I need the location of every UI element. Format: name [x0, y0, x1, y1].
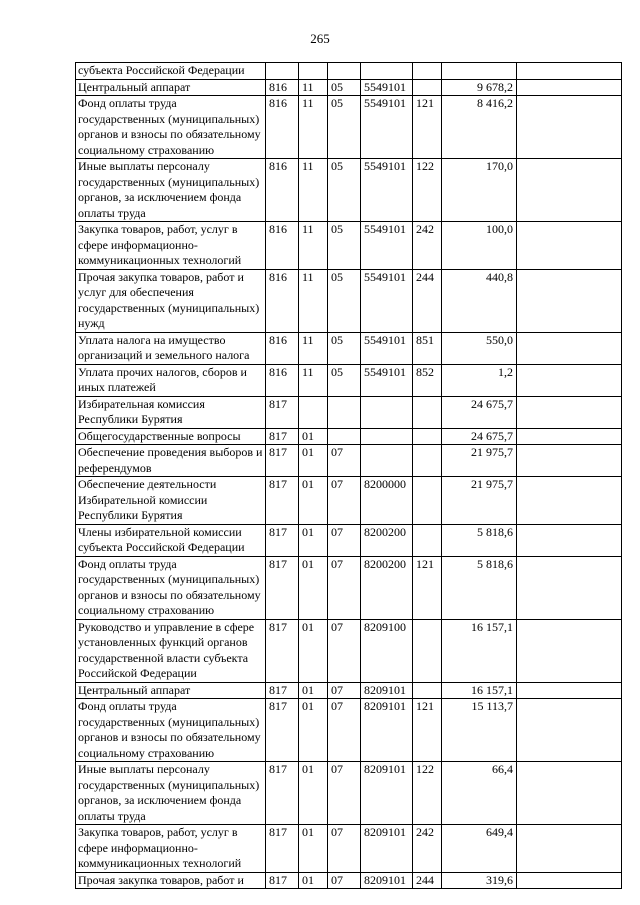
subsection-code-cell: 07 [328, 825, 361, 873]
table-row [76, 524, 622, 556]
amount-cell: 550,0 [442, 332, 517, 364]
ministry-code-cell: 817 [266, 556, 299, 619]
table-row [76, 699, 622, 762]
expense-type-code-cell [413, 79, 442, 96]
empty-cell [517, 872, 622, 889]
subsection-code-cell: 07 [328, 762, 361, 825]
article-code-cell: 5549101 [361, 364, 413, 396]
amount-cell: 8 416,2 [442, 96, 517, 159]
amount-cell: 24 675,7 [442, 396, 517, 428]
amount-cell: 16 157,1 [442, 682, 517, 699]
section-code-cell: 11 [299, 332, 328, 364]
item-name-cell: Фонд оплаты труда государственных (муниципальных) органов и взносы по обязательному социальному страхованию [76, 96, 266, 159]
section-code-cell: 01 [299, 762, 328, 825]
empty-cell [517, 524, 622, 556]
article-code-cell [361, 445, 413, 477]
subsection-code-cell: 05 [328, 364, 361, 396]
amount-cell: 24 675,7 [442, 428, 517, 445]
section-code-cell: 11 [299, 222, 328, 270]
empty-cell [517, 699, 622, 762]
ministry-code-cell: 817 [266, 524, 299, 556]
ministry-code-cell: 817 [266, 428, 299, 445]
table-row [76, 222, 622, 270]
subsection-code-cell: 07 [328, 699, 361, 762]
item-name-cell: Фонд оплаты труда государственных (муниципальных) органов и взносы по обязательному социальному страхованию [76, 699, 266, 762]
subsection-code-cell: 05 [328, 222, 361, 270]
item-name-cell: Прочая закупка товаров, работ и [76, 872, 266, 889]
subsection-code-cell: 07 [328, 556, 361, 619]
article-code-cell: 8200200 [361, 524, 413, 556]
table-row [76, 159, 622, 222]
ministry-code-cell: 816 [266, 159, 299, 222]
section-code-cell: 11 [299, 96, 328, 159]
empty-cell [517, 79, 622, 96]
item-name-cell: субъекта Российской Федерации [76, 63, 266, 80]
table-row [76, 396, 622, 428]
subsection-code-cell: 05 [328, 96, 361, 159]
article-code-cell: 5549101 [361, 79, 413, 96]
empty-cell [517, 364, 622, 396]
expense-type-code-cell: 852 [413, 364, 442, 396]
expense-type-code-cell [413, 428, 442, 445]
item-name-cell: Иные выплаты персоналу государственных (муниципальных) органов, за исключением фонда оплаты труда [76, 159, 266, 222]
article-code-cell: 8209100 [361, 619, 413, 682]
empty-cell [517, 396, 622, 428]
item-name-cell: Уплата налога на имущество организаций и земельного налога [76, 332, 266, 364]
table-row [76, 332, 622, 364]
amount-cell: 5 818,6 [442, 524, 517, 556]
expense-type-code-cell: 121 [413, 556, 442, 619]
empty-cell [517, 269, 622, 332]
table-row [76, 872, 622, 889]
empty-cell [517, 762, 622, 825]
section-code-cell: 01 [299, 477, 328, 525]
subsection-code-cell: 07 [328, 477, 361, 525]
expense-type-code-cell [413, 524, 442, 556]
section-code-cell [299, 63, 328, 80]
empty-cell [517, 332, 622, 364]
subsection-code-cell: 07 [328, 524, 361, 556]
article-code-cell: 8209101 [361, 762, 413, 825]
section-code-cell: 11 [299, 159, 328, 222]
empty-cell [517, 222, 622, 270]
table-row [76, 762, 622, 825]
item-name-cell: Центральный аппарат [76, 79, 266, 96]
table-row [76, 682, 622, 699]
subsection-code-cell: 07 [328, 872, 361, 889]
item-name-cell: Закупка товаров, работ, услуг в сфере информационно-коммуникационных технологий [76, 222, 266, 270]
amount-cell: 16 157,1 [442, 619, 517, 682]
section-code-cell: 01 [299, 445, 328, 477]
item-name-cell: Уплата прочих налогов, сборов и иных платежей [76, 364, 266, 396]
article-code-cell: 8209101 [361, 872, 413, 889]
section-code-cell: 01 [299, 556, 328, 619]
section-code-cell: 01 [299, 825, 328, 873]
table-row [76, 445, 622, 477]
budget-table [75, 62, 622, 889]
amount-cell: 170,0 [442, 159, 517, 222]
amount-cell: 319,6 [442, 872, 517, 889]
table-body [76, 63, 622, 889]
section-code-cell: 01 [299, 428, 328, 445]
amount-cell: 1,2 [442, 364, 517, 396]
table-row [76, 269, 622, 332]
subsection-code-cell: 07 [328, 445, 361, 477]
table-row [76, 63, 622, 80]
article-code-cell: 8209101 [361, 825, 413, 873]
subsection-code-cell: 05 [328, 159, 361, 222]
section-code-cell: 11 [299, 364, 328, 396]
amount-cell: 21 975,7 [442, 477, 517, 525]
expense-type-code-cell: 242 [413, 222, 442, 270]
table-row [76, 619, 622, 682]
section-code-cell: 01 [299, 524, 328, 556]
table-row [76, 477, 622, 525]
ministry-code-cell: 817 [266, 619, 299, 682]
empty-cell [517, 682, 622, 699]
expense-type-code-cell: 244 [413, 269, 442, 332]
ministry-code-cell: 816 [266, 222, 299, 270]
ministry-code-cell: 816 [266, 96, 299, 159]
expense-type-code-cell: 122 [413, 762, 442, 825]
article-code-cell: 5549101 [361, 222, 413, 270]
article-code-cell: 8200200 [361, 556, 413, 619]
subsection-code-cell: 07 [328, 619, 361, 682]
item-name-cell: Центральный аппарат [76, 682, 266, 699]
expense-type-code-cell: 242 [413, 825, 442, 873]
amount-cell: 66,4 [442, 762, 517, 825]
item-name-cell: Руководство и управление в сфере установленных функций органов государственной власти субъекта Российской Федерации [76, 619, 266, 682]
ministry-code-cell: 817 [266, 445, 299, 477]
article-code-cell: 5549101 [361, 332, 413, 364]
article-code-cell: 8209101 [361, 682, 413, 699]
article-code-cell: 8209101 [361, 699, 413, 762]
item-name-cell: Фонд оплаты труда государственных (муниципальных) органов и взносы по обязательному социальному страхованию [76, 556, 266, 619]
item-name-cell: Прочая закупка товаров, работ и услуг для обеспечения государственных (муниципальных) нужд [76, 269, 266, 332]
subsection-code-cell [328, 428, 361, 445]
article-code-cell: 5549101 [361, 269, 413, 332]
subsection-code-cell: 05 [328, 269, 361, 332]
table-row [76, 96, 622, 159]
item-name-cell: Обеспечение проведения выборов и референдумов [76, 445, 266, 477]
article-code-cell: 8200000 [361, 477, 413, 525]
empty-cell [517, 619, 622, 682]
expense-type-code-cell: 121 [413, 699, 442, 762]
ministry-code-cell: 816 [266, 332, 299, 364]
expense-type-code-cell: 851 [413, 332, 442, 364]
table-row [76, 428, 622, 445]
expense-type-code-cell [413, 619, 442, 682]
subsection-code-cell: 05 [328, 79, 361, 96]
ministry-code-cell: 816 [266, 79, 299, 96]
section-code-cell: 01 [299, 619, 328, 682]
amount-cell: 5 818,6 [442, 556, 517, 619]
article-code-cell [361, 428, 413, 445]
item-name-cell: Иные выплаты персоналу государственных (муниципальных) органов, за исключением фонда оплаты труда [76, 762, 266, 825]
empty-cell [517, 428, 622, 445]
expense-type-code-cell [413, 396, 442, 428]
amount-cell: 100,0 [442, 222, 517, 270]
ministry-code-cell: 817 [266, 762, 299, 825]
ministry-code-cell: 816 [266, 269, 299, 332]
ministry-code-cell: 817 [266, 825, 299, 873]
amount-cell: 9 678,2 [442, 79, 517, 96]
subsection-code-cell [328, 396, 361, 428]
amount-cell [442, 63, 517, 80]
amount-cell: 21 975,7 [442, 445, 517, 477]
expense-type-code-cell [413, 682, 442, 699]
expense-type-code-cell: 244 [413, 872, 442, 889]
section-code-cell: 01 [299, 682, 328, 699]
article-code-cell [361, 63, 413, 80]
section-code-cell: 11 [299, 269, 328, 332]
section-code-cell [299, 396, 328, 428]
table-row [76, 79, 622, 96]
ministry-code-cell: 817 [266, 872, 299, 889]
article-code-cell [361, 396, 413, 428]
empty-cell [517, 556, 622, 619]
empty-cell [517, 477, 622, 525]
page-number: 265 [310, 31, 330, 46]
subsection-code-cell: 05 [328, 332, 361, 364]
item-name-cell: Избирательная комиссия Республики Бурятия [76, 396, 266, 428]
ministry-code-cell: 817 [266, 477, 299, 525]
expense-type-code-cell: 122 [413, 159, 442, 222]
table-row [76, 825, 622, 873]
article-code-cell: 5549101 [361, 159, 413, 222]
ministry-code-cell: 817 [266, 682, 299, 699]
expense-type-code-cell [413, 477, 442, 525]
ministry-code-cell: 816 [266, 364, 299, 396]
section-code-cell: 01 [299, 699, 328, 762]
subsection-code-cell [328, 63, 361, 80]
table-row [76, 556, 622, 619]
ministry-code-cell: 817 [266, 699, 299, 762]
item-name-cell: Члены избирательной комиссии субъекта Российской Федерации [76, 524, 266, 556]
item-name-cell: Обеспечение деятельности Избирательной комиссии Республики Бурятия [76, 477, 266, 525]
article-code-cell: 5549101 [361, 96, 413, 159]
section-code-cell: 11 [299, 79, 328, 96]
amount-cell: 649,4 [442, 825, 517, 873]
item-name-cell: Общегосударственные вопросы [76, 428, 266, 445]
empty-cell [517, 63, 622, 80]
ministry-code-cell [266, 63, 299, 80]
subsection-code-cell: 07 [328, 682, 361, 699]
empty-cell [517, 825, 622, 873]
item-name-cell: Закупка товаров, работ, услуг в сфере информационно-коммуникационных технологий [76, 825, 266, 873]
section-code-cell: 01 [299, 872, 328, 889]
amount-cell: 15 113,7 [442, 699, 517, 762]
empty-cell [517, 445, 622, 477]
empty-cell [517, 159, 622, 222]
amount-cell: 440,8 [442, 269, 517, 332]
ministry-code-cell: 817 [266, 396, 299, 428]
expense-type-code-cell [413, 445, 442, 477]
empty-cell [517, 96, 622, 159]
expense-type-code-cell [413, 63, 442, 80]
table-row [76, 364, 622, 396]
expense-type-code-cell: 121 [413, 96, 442, 159]
